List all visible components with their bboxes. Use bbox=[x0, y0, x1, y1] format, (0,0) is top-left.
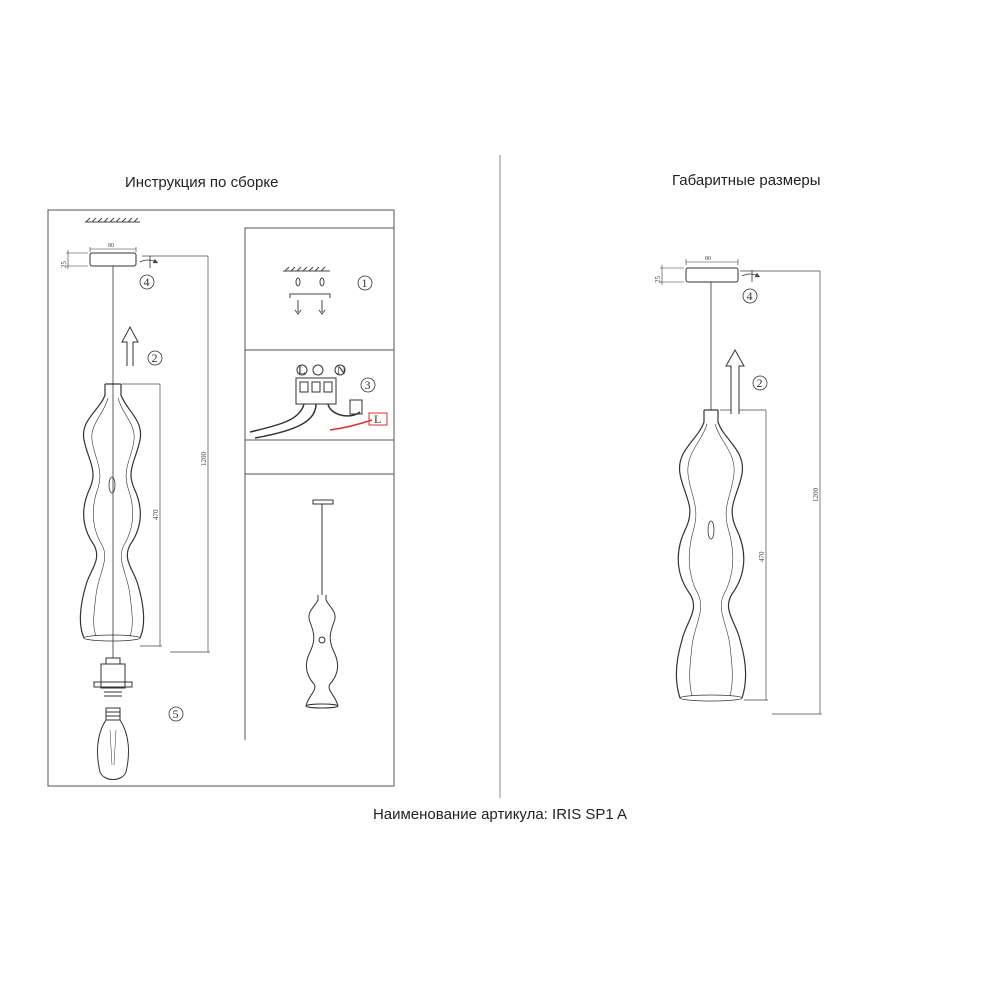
assembly-title: Инструкция по сборке bbox=[125, 174, 279, 191]
lift-arrow-left bbox=[122, 327, 138, 366]
step-3-badge: 3 bbox=[364, 378, 371, 392]
dimensions-title: Габаритные размеры bbox=[672, 172, 821, 189]
shade-length-dim-left: 470 bbox=[152, 509, 160, 520]
live-wire-label: L bbox=[374, 412, 382, 426]
glass-shade-left bbox=[80, 384, 143, 641]
bulb-icon bbox=[98, 708, 129, 780]
total-length-dim-left: 1200 bbox=[200, 452, 208, 466]
step-2-badge-right: 2 bbox=[756, 376, 763, 390]
step1-mounting bbox=[283, 267, 330, 314]
canopy-right bbox=[660, 259, 758, 285]
step-4-badge-right: 4 bbox=[746, 289, 753, 303]
lift-arrow-right bbox=[726, 350, 744, 414]
width-dim-left: 80 bbox=[108, 243, 114, 249]
step-4-badge-left: 4 bbox=[143, 275, 150, 289]
step-badges-right bbox=[743, 289, 767, 390]
width-dim-right: 80 bbox=[705, 256, 711, 262]
glass-shade-right bbox=[676, 410, 745, 701]
total-length-dim-right: 1200 bbox=[812, 488, 820, 502]
shade-length-dim-right: 470 bbox=[758, 551, 766, 562]
assembly-frame bbox=[48, 210, 394, 786]
terminal-neutral-label: N bbox=[337, 363, 346, 377]
step-badges-left bbox=[140, 275, 375, 721]
terminal-live-label: L bbox=[298, 363, 306, 377]
steps-panel-border bbox=[245, 228, 394, 740]
assembled-lamp-preview bbox=[306, 500, 338, 708]
total-dim-right bbox=[720, 271, 822, 714]
lamp-socket bbox=[94, 658, 132, 696]
canopy-left bbox=[66, 247, 156, 269]
step-1-badge: 1 bbox=[361, 276, 368, 290]
step-2-badge-left: 2 bbox=[151, 351, 158, 365]
step-5-badge: 5 bbox=[172, 707, 179, 721]
article-name: Наименование артикула: IRIS SP1 A bbox=[372, 806, 628, 823]
ceiling-hatch bbox=[85, 218, 140, 222]
canopy-height-dim-left: 25 bbox=[60, 261, 68, 268]
total-dim-left bbox=[122, 256, 210, 652]
canopy-height-dim-right: 25 bbox=[654, 276, 662, 283]
step3-wiring bbox=[250, 365, 387, 438]
